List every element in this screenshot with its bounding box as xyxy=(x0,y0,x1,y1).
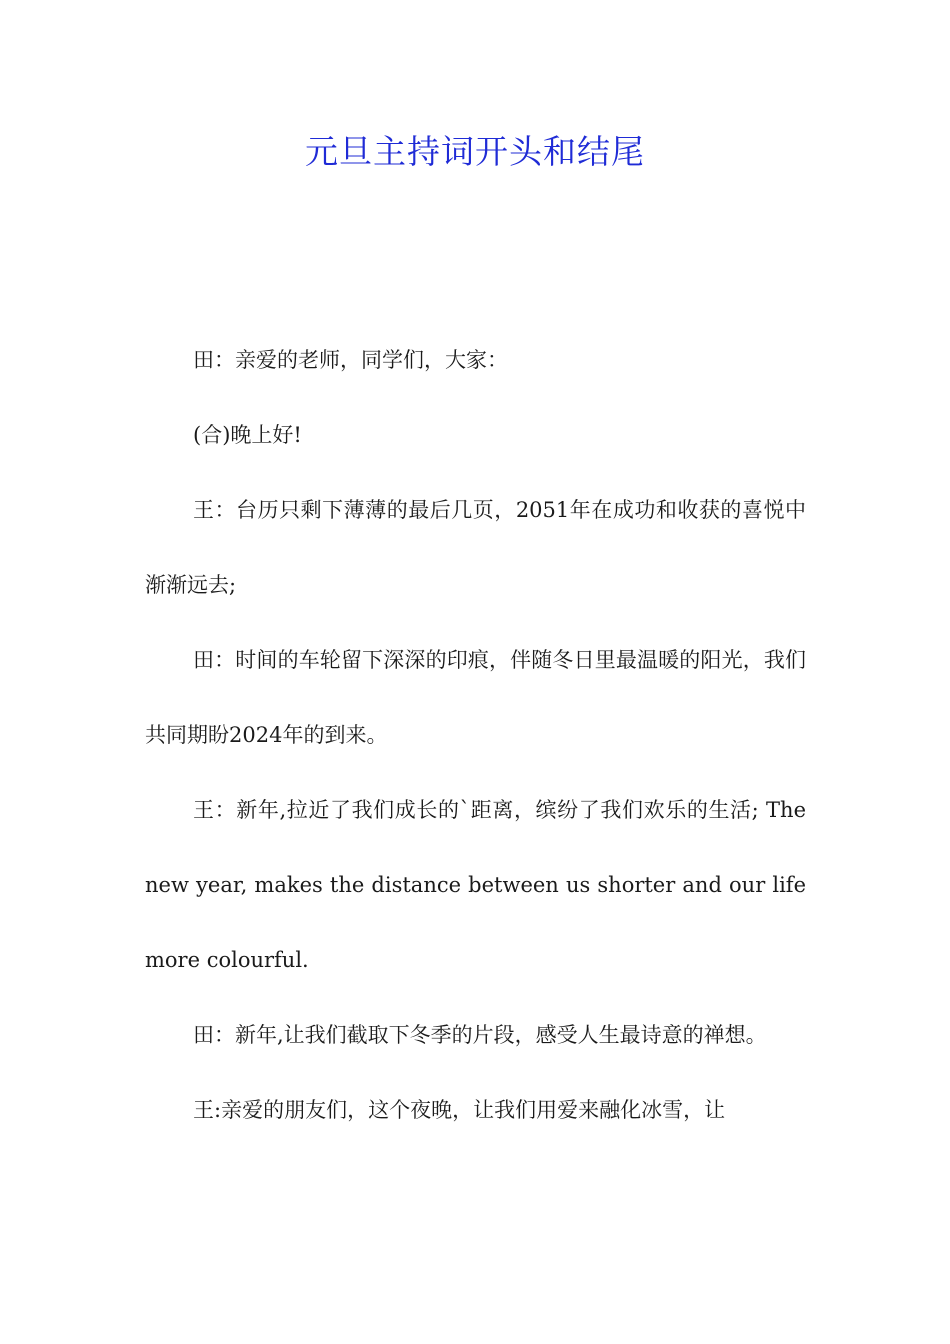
paragraph-5: 王：新年,拉近了我们成长的`距离，缤纷了我们欢乐的生活; The new year, makes the distance between us shorter and our life more colourful. xyxy=(145,798,806,972)
document-body xyxy=(145,323,806,1148)
paragraph-4: 田：时间的车轮留下深深的印痕，伴随冬日里最温暖的阳光，我们共同期盼2024年的到来。 xyxy=(145,648,806,747)
document-title: 元旦主持词开头和结尾 xyxy=(305,132,645,171)
paragraph-3: 王：台历只剩下薄薄的最后几页，2051年在成功和收获的喜悦中渐渐远去; xyxy=(145,498,806,597)
paragraph-2: (合)晚上好! xyxy=(193,423,302,447)
paragraph-6: 田：新年,让我们截取下冬季的片段，感受人生最诗意的禅想。 xyxy=(193,1023,767,1047)
paragraph-7: 王:亲爱的朋友们，这个夜晚，让我们用爱来融化冰雪，让 xyxy=(193,1098,726,1122)
paragraph-1: 田：亲爱的老师，同学们，大家： xyxy=(193,348,508,372)
